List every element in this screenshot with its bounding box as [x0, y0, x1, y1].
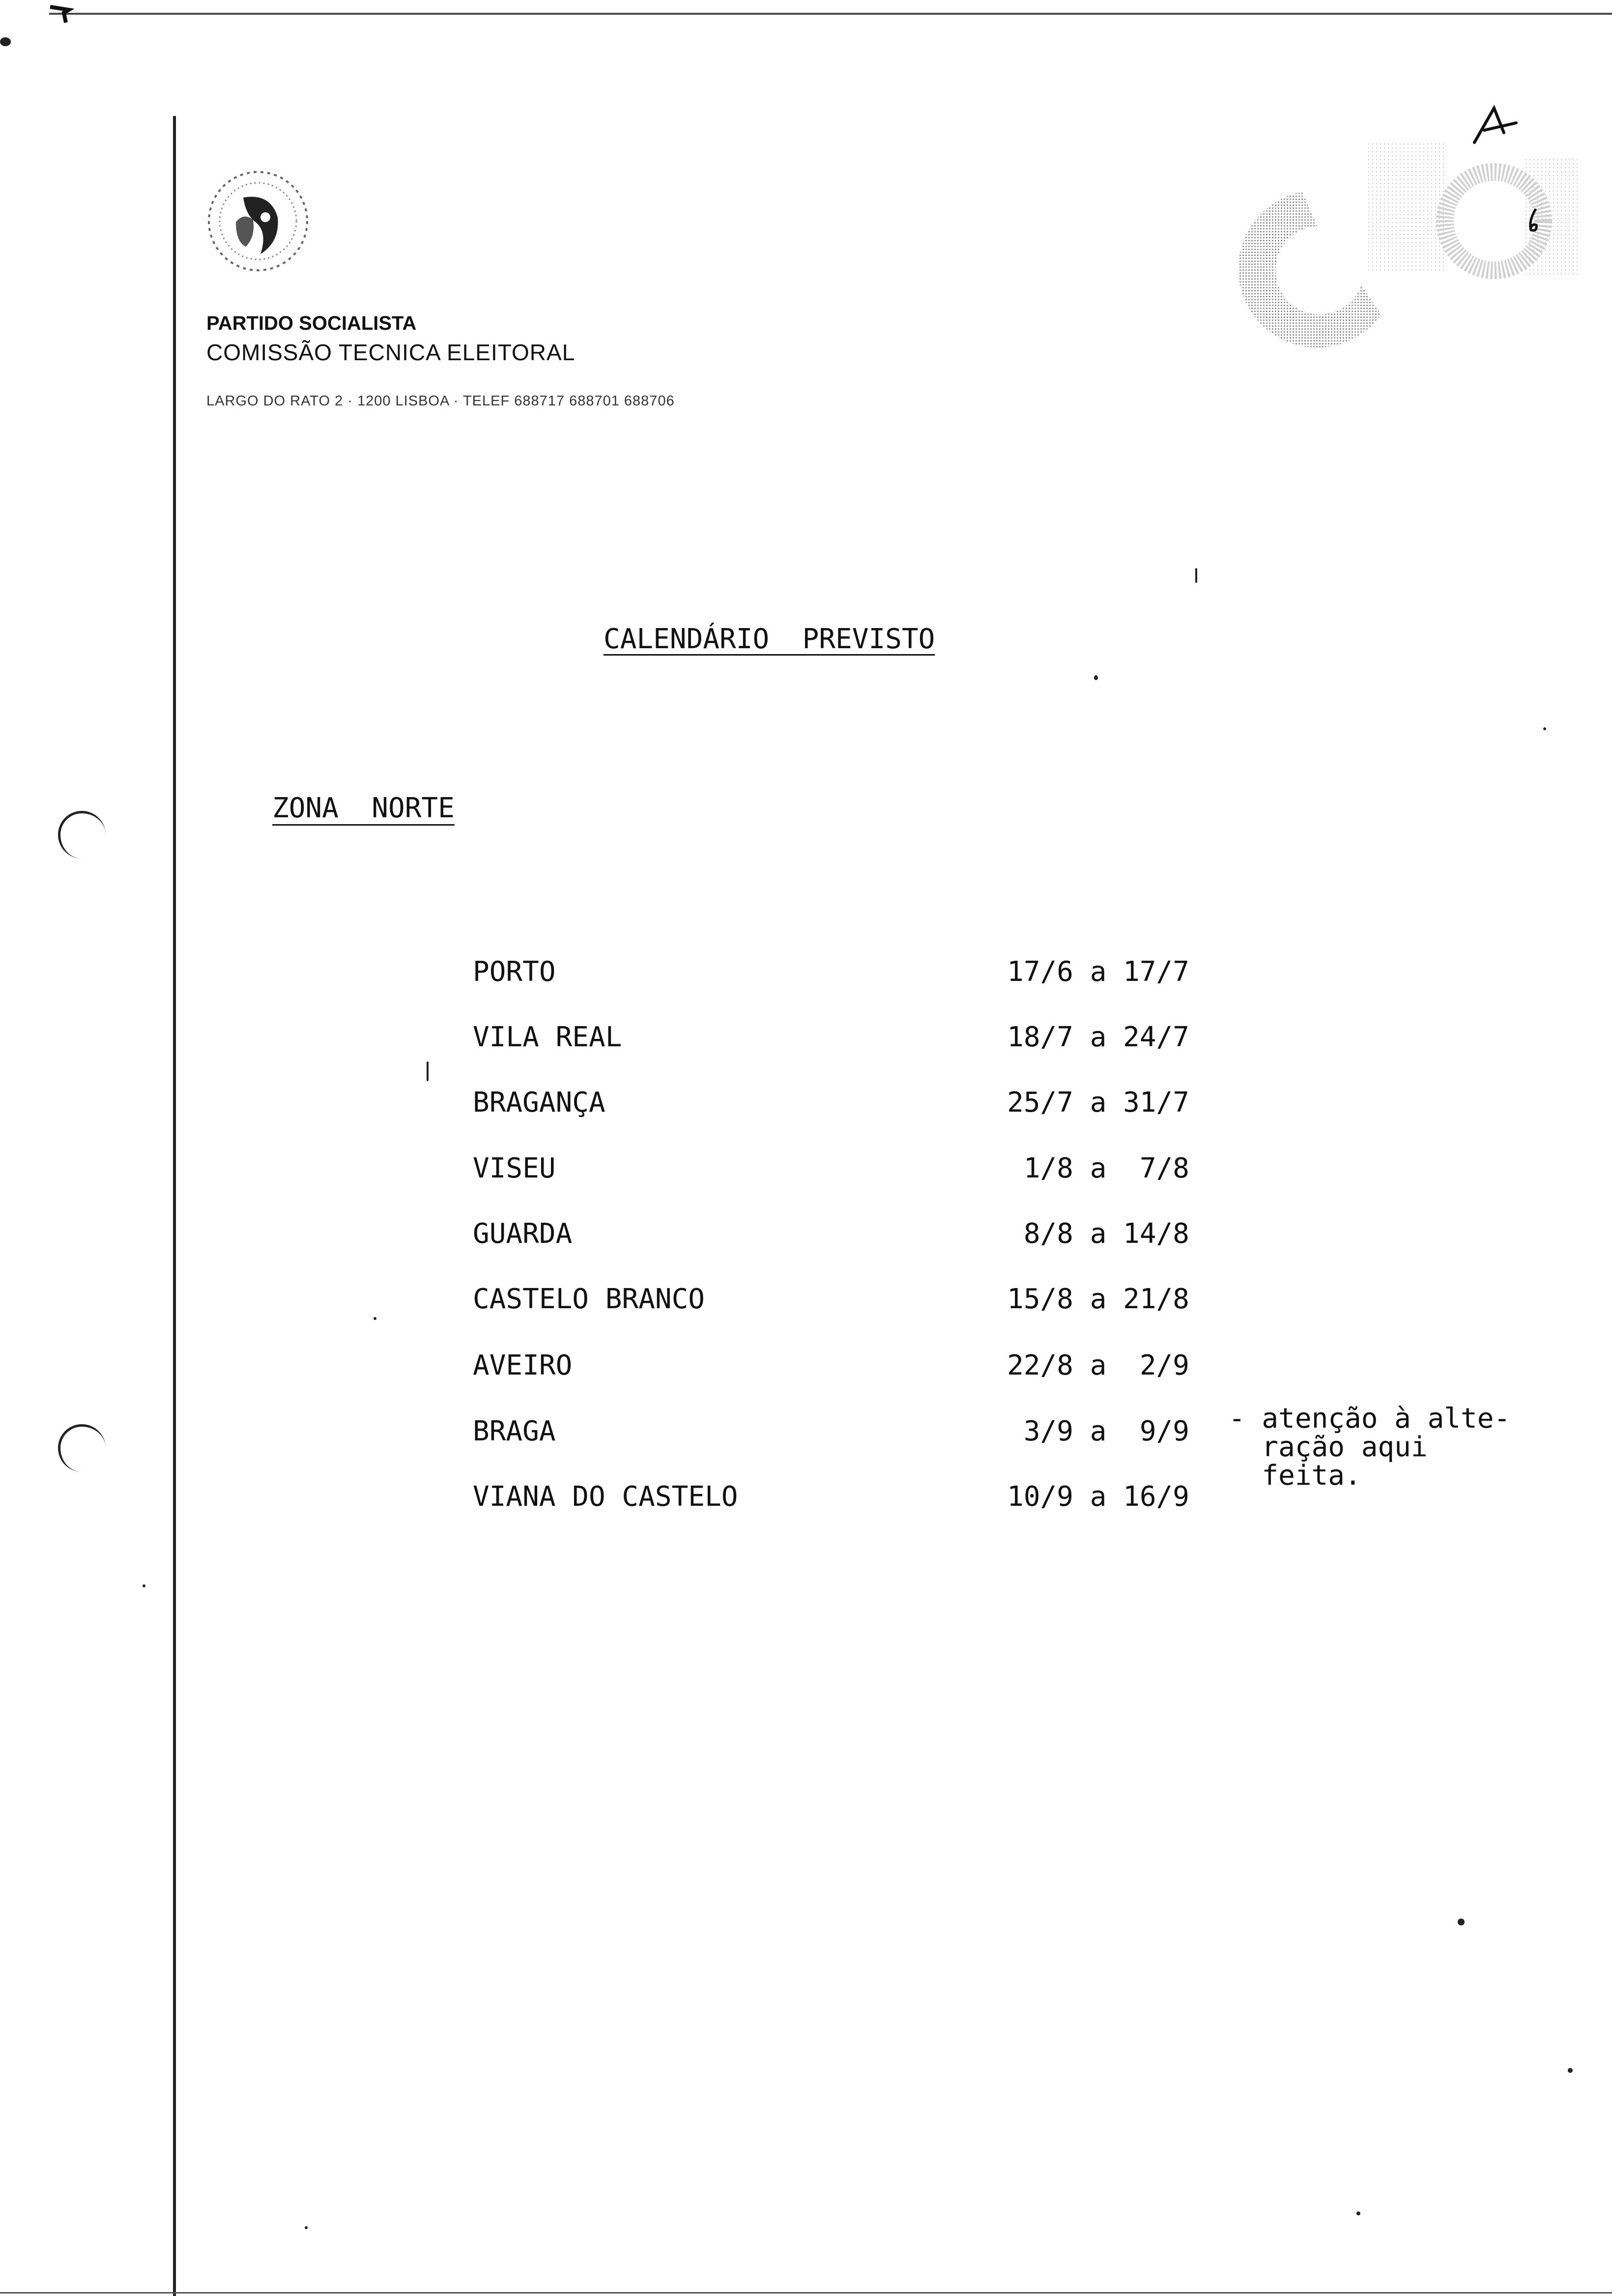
district-name: BRAGA: [473, 1415, 556, 1447]
date-range: 3/9 a 9/9: [1023, 1415, 1189, 1447]
schedule-row: [0, 1087, 1612, 1126]
change-note-line: feita.: [1229, 1460, 1361, 1492]
date-range: 15/8 a 21/8: [1007, 1283, 1189, 1315]
organization-name: PARTIDO SOCIALISTA: [206, 313, 417, 334]
binding-margin-line: [173, 116, 176, 2296]
scan-speck: [305, 2226, 308, 2229]
district-name: BRAGANÇA: [473, 1087, 605, 1119]
schedule-row: [0, 1349, 1612, 1389]
organization-department: COMISSÃO TECNICA ELEITORAL: [206, 340, 576, 365]
zone-heading: ZONA NORTE: [272, 792, 455, 824]
archive-stamp-icon: [1219, 128, 1592, 383]
scan-bottom-edge-line: [0, 2292, 1612, 2294]
date-range: 25/7 a 31/7: [1007, 1087, 1189, 1119]
schedule-row: [0, 956, 1612, 995]
scan-speck: [1568, 2068, 1573, 2073]
district-name: VILA REAL: [473, 1021, 622, 1053]
date-range: 10/9 a 16/9: [1007, 1481, 1189, 1513]
scan-speck: [374, 1317, 376, 1320]
punch-hole-mark: [58, 811, 106, 859]
scan-top-edge-line: [49, 13, 1612, 15]
scan-speck: [1458, 1919, 1465, 1925]
scan-corner-mark: [49, 5, 79, 25]
handwritten-page-number-icon: [1469, 103, 1528, 152]
schedule-row: [0, 1283, 1612, 1322]
scan-speck: [1543, 727, 1546, 730]
date-range: 8/8 a 14/8: [1023, 1218, 1189, 1250]
district-name: VISEU: [473, 1152, 556, 1184]
scan-speck: [1356, 2211, 1360, 2215]
document-title: CALENDÁRIO PREVISTO: [604, 623, 935, 655]
handwritten-mark-icon: [1524, 206, 1543, 236]
party-seal-emblem-icon: [197, 163, 319, 281]
date-range: 22/8 a 2/9: [1007, 1349, 1189, 1381]
date-range: 18/7 a 24/7: [1007, 1021, 1189, 1053]
date-range: 17/6 a 17/7: [1007, 956, 1189, 988]
date-range: 1/8 a 7/8: [1023, 1152, 1189, 1184]
scan-speck: [1094, 675, 1098, 680]
schedule-row: [0, 1218, 1612, 1257]
district-name: AVEIRO: [473, 1349, 573, 1381]
change-note-line: - atenção à alte-: [1229, 1403, 1511, 1435]
scan-speck: [0, 37, 11, 46]
schedule-row: [0, 1152, 1612, 1192]
district-name: VIANA DO CASTELO: [473, 1481, 738, 1513]
district-name: PORTO: [473, 956, 556, 988]
district-name: CASTELO BRANCO: [473, 1283, 705, 1315]
organization-address: LARGO DO RATO 2 · 1200 LISBOA · TELEF 688717 688701 688706: [206, 393, 675, 409]
schedule-row: [0, 1021, 1612, 1061]
scan-speck: [427, 1062, 429, 1081]
scan-speck: [143, 1584, 145, 1587]
scan-speck: [1195, 568, 1197, 583]
change-note-line: ração aqui: [1229, 1431, 1428, 1463]
change-note: [1229, 1405, 1510, 1490]
district-name: GUARDA: [473, 1218, 573, 1250]
